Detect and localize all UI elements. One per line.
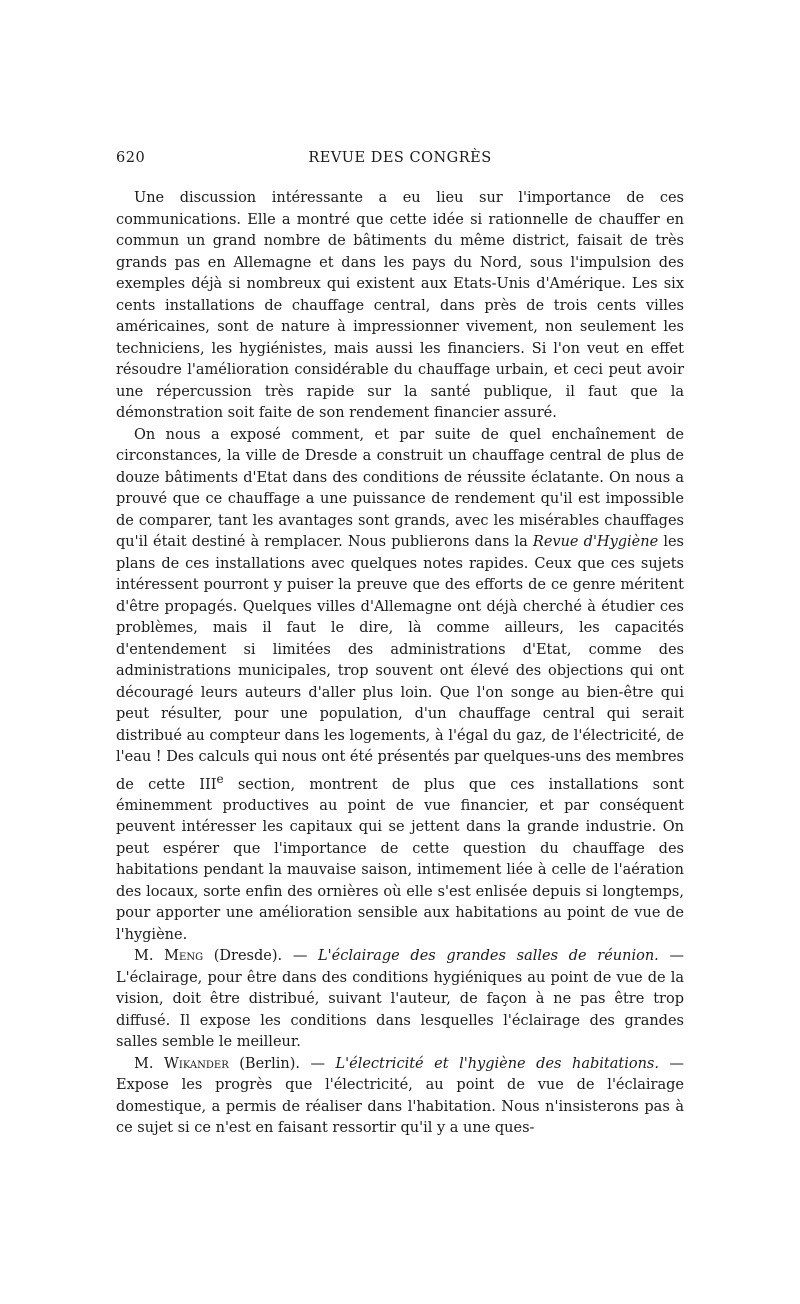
paragraph-dresde-heating	[116, 425, 684, 947]
speaker-city: (Dresde). —	[203, 948, 319, 965]
body-text	[116, 188, 684, 1140]
page	[116, 150, 684, 1140]
section-superscript: e	[216, 771, 224, 786]
page-number: 620	[116, 150, 146, 166]
communication-title: L'électricité et l'hygiène des habitations.	[335, 1055, 659, 1072]
paragraph-text: — Expose les progrès que l'électricité, au point de vue de l'éclairage domestique, a permis de réaliser dans l'habitation. Nous n'insisterons pas à ce sujet si ce n'est en faisant ressortir qu'il y a une ques-	[116, 1055, 684, 1137]
paragraph-wikander	[116, 1054, 684, 1140]
speaker-prefix: M.	[134, 948, 165, 965]
paragraph-meng	[116, 946, 684, 1054]
journal-title: Revue d'Hygiène	[532, 534, 659, 550]
paragraph-text: On nous a exposé comment, et par suite de quel enchaînement de circonstances, la ville de Dresde a construit un chauffage central de plus de douze bâtiments d'Etat dans des conditions de réussite éclatante. On nous a prouvé que ce chauffage a une puissance de rendement qu'il est impossible de comparer, tant les avantages sont grands, avec les misérables chauffages qu'il était destiné à remplacer. Nous publierons dans la	[116, 426, 684, 550]
paragraph-discussion: Une discussion intéressante a eu lieu sur l'importance de ces communications. Elle a montré que cette idée si rationnelle de chauffer en commun un grand nombre de bâtiments du même district, faisait de très grands pas en Allemagne et dans les pays du Nord, sous l'impulsion des exemples déjà si nombreux qui existent aux Etats-Unis d'Amérique. Les six cents installations de chauffage central, dans près de trois cents villes américaines, sont de nature à impressionner vivement, non seulement les techniciens, les hygiénistes, mais aussi les financiers. Si l'on veut en effet résoudre l'amélioration considérable du chauffage urbain, et ceci peut avoir une répercussion très rapide sur la santé publique, il faut que la démonstration soit faite de son rendement financier assuré.	[116, 190, 684, 421]
communication-title: L'éclairage des grandes salles de réunion.	[318, 948, 659, 965]
paragraph-text: les plans de ces installations avec quelques notes rapides. Ceux que ces sujets intéressent pourront y puiser la preuve que des efforts de ce genre méritent d'être propagés. Quelques villes d'Allemagne ont déjà cherché à étudier ces problèmes, mais il faut le dire, là comme ailleurs, les capacités d'entendement si limitées des administrations d'Etat, comme des administrations municipales, trop souvent ont élevé des objections qui ont découragé leurs auteurs d'aller plus loin. Que l'on songe au bien-être qui peut résulter, pour une population, d'un chauffage central qui serait distribué au compteur dans les logements, à l'égal du gaz, de l'électricité, de l'eau ! Des calculs qui nous ont été présentés par quelques-uns des membres de cette III	[116, 534, 684, 793]
speaker-prefix: M.	[134, 1055, 164, 1072]
speaker-name: Wikander	[163, 1055, 229, 1072]
paragraph-text: — L'éclairage, pour être dans des conditions hygiéniques au point de vue de la vision, doit être distribué, suivant l'auteur, de façon à ne pas être trop diffusé. Il expose les conditions dans lesquelles l'éclairage des grandes salles semble le meilleur.	[116, 948, 684, 1051]
speaker-name: Meng	[164, 948, 204, 965]
speaker-city: (Berlin). —	[228, 1055, 336, 1072]
paragraph-text: section, montrent de plus que ces installations sont éminemment productives au point de vue financier, et par conséquent peuvent intéresser les capitaux qui se jettent dans la grande industrie. On peut espérer que l'importance de cette question du chauffage des habitations pendant la mauvaise saison, intimement liée à celle de l'aération des locaux, sorte enfin des ornières où elle s'est enlisée depuis si longtemps, pour apporter une amélioration sensible aux habitations au point de vue de l'hygiène.	[116, 776, 685, 943]
running-head	[116, 150, 684, 174]
running-title: REVUE DES CONGRÈS	[308, 150, 492, 166]
